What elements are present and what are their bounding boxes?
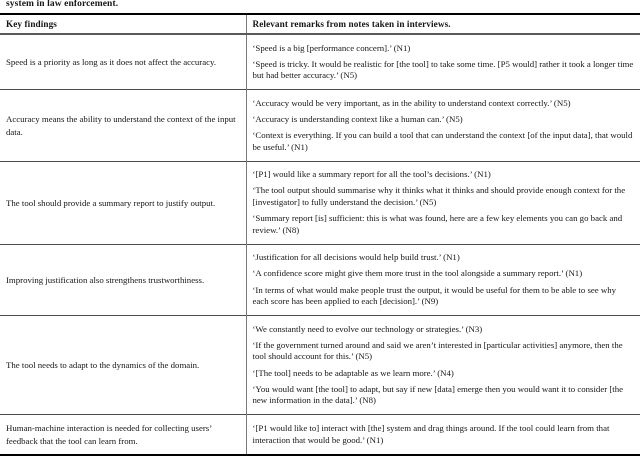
finding-text: Improving justification also strengthens trustworthiness.	[6, 274, 205, 285]
table-row	[0, 90, 640, 161]
table-caption-fragment: system in law enforcement.	[6, 0, 119, 9]
remarks-cell	[246, 415, 640, 455]
finding-text: Speed is a priority as long as it does not affect the accuracy.	[6, 57, 217, 68]
remark-quote: ‘We constantly need to evolve our technology or strategies.’ (N3)	[252, 323, 483, 334]
remark-quote: ‘You would want [the tool] to adapt, but say if new [data] emerge then you would want it to consider [the new information in the data].’ (N8)	[252, 383, 624, 406]
remarks-cell	[246, 316, 640, 415]
column-header-relevant-remarks: Relevant remarks from notes taken in interviews.	[246, 14, 640, 34]
table-header-row	[0, 14, 640, 34]
finding-cell	[0, 161, 246, 244]
finding-text: The tool needs to adapt to the dynamics of the domain.	[6, 360, 200, 371]
remarks-cell	[246, 244, 640, 315]
remarks-cell	[246, 90, 640, 161]
table-row	[0, 415, 640, 455]
remark-quote: ‘If the government turned around and said we aren’t interested in [particular activities] anymore, then the tool should account for this.’ (N5)	[252, 339, 623, 362]
remark-quote: ‘Accuracy is understanding context like a human can.’ (N5)	[252, 113, 463, 124]
table-row	[0, 244, 640, 315]
finding-cell	[0, 415, 246, 455]
finding-text: Human-machine interaction is needed for collecting users’ feedback that the tool can learn from.	[6, 423, 212, 446]
remark-quote: ‘[P1] would like a summary report for all the tool’s decisions.’ (N1)	[252, 169, 491, 180]
finding-cell	[0, 34, 246, 90]
remark-quote: ‘Summary report [is] sufficient: this is what was found, here are a few key elements you can go back and review.’ (N8)	[252, 213, 623, 235]
finding-cell	[0, 244, 246, 315]
remark-quote: ‘Accuracy would be very important, as in the ability to understand context correctly.’ (N5)	[252, 97, 571, 108]
finding-text: Accuracy means the ability to understand the context of the input data.	[6, 114, 236, 137]
finding-cell	[0, 90, 246, 161]
remark-quote: ‘In terms of what would make people trust the output, it would be useful for them to be able to see why each score has been applied to each [decision].’ (N9)	[252, 284, 617, 307]
remarks-cell	[246, 161, 640, 244]
table-row	[0, 161, 640, 244]
remark-quote: ‘A confidence score might give them more trust in the tool alongside a summary report.’ (N1)	[252, 268, 583, 279]
remarks-cell	[246, 34, 640, 90]
remark-quote: ‘Speed is a big [performance concern].’ (N1)	[252, 42, 411, 53]
key-findings-table	[0, 13, 640, 456]
remark-quote: ‘Speed is tricky. It would be realistic for [the tool] to take some time. [P5 would] rather it took a longer time but had better accuracy.’ (N5)	[252, 58, 634, 81]
table-row	[0, 34, 640, 90]
remark-quote: ‘The tool output should summarise why it thinks what it thinks and should provide enough context for the [investigator] to fully understand the decision.’ (N5)	[252, 185, 626, 207]
finding-cell	[0, 316, 246, 415]
column-header-key-findings: Key findings	[0, 14, 246, 34]
remark-quote: ‘Justification for all decisions would help build trust.’ (N1)	[252, 252, 460, 263]
remark-quote: ‘[The tool] needs to be adaptable as we learn more.’ (N4)	[252, 367, 454, 378]
remark-quote: ‘Context is everything. If you can build a tool that can understand the context [of the input data], that would be useful.’ (N1)	[252, 130, 633, 152]
remark-quote: ‘[P1 would like to] interact with [the] system and drag things around. If the tool could learn from that interaction that would be good.’ (N1)	[252, 422, 610, 445]
table-row	[0, 316, 640, 415]
finding-text: The tool should provide a summary report to justify output.	[6, 197, 216, 208]
